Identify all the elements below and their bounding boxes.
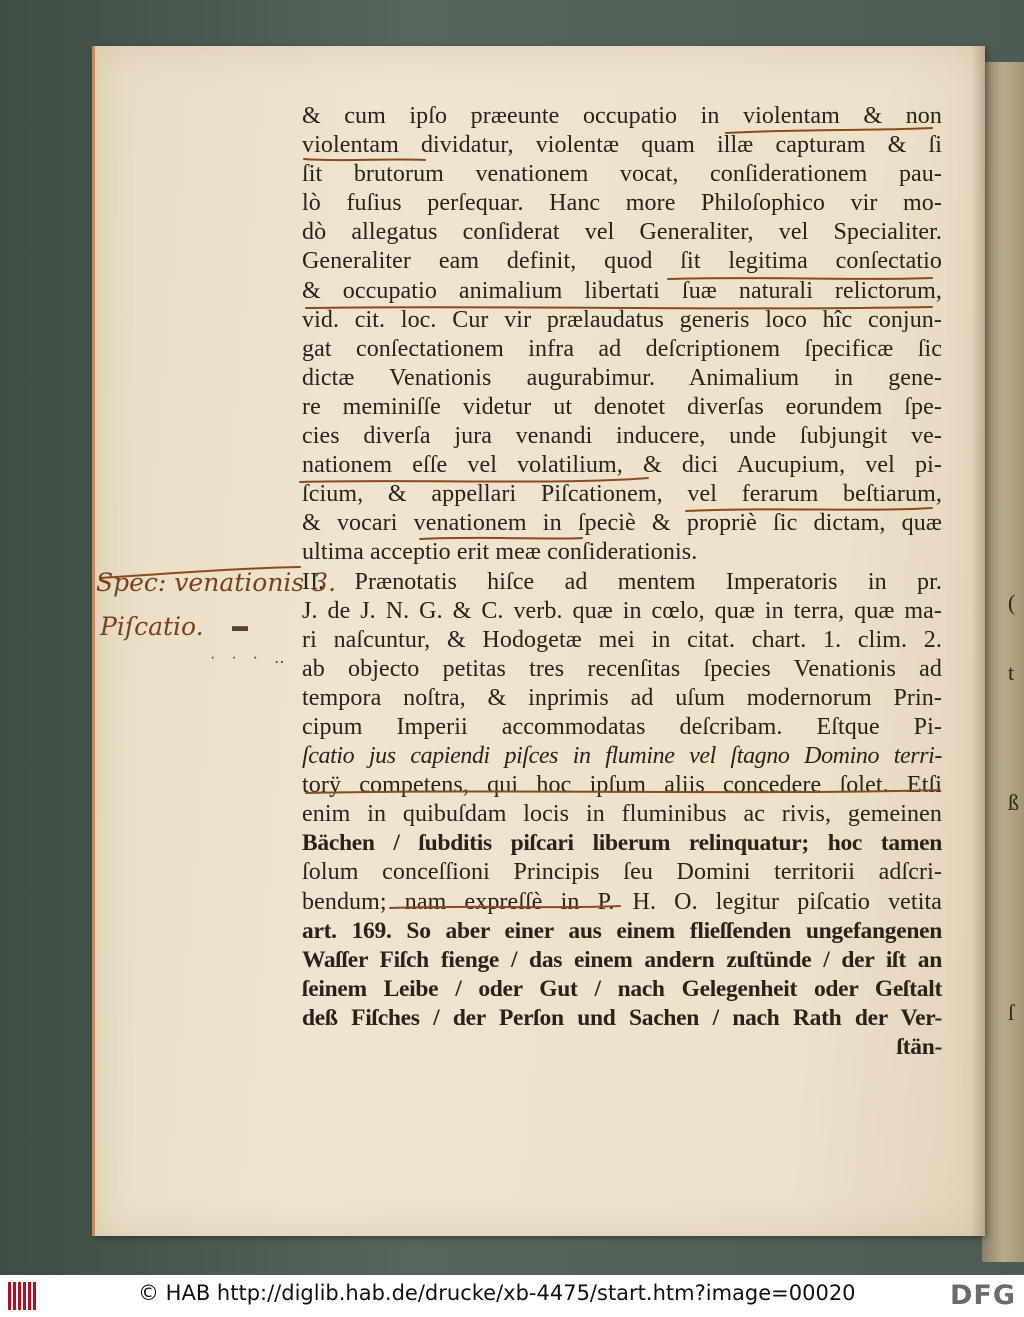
page-text [302,102,942,1062]
text-line: deß Fiſches / der Perſon und Sachen / nach Rath der Ver- [302,1004,942,1031]
text-line: & cum ipſo præeunte occupatio in violentam & non [302,103,942,129]
viewer-footer [0,1275,1024,1317]
text-line: cies diverſa jura venandi inducere, unde ſubjungit ve- [302,423,942,450]
text-line: vid. cit. loc. Cur vir prælaudatus generis loco hîc conjun- [302,306,942,333]
catchword: ſtän- [896,1034,942,1060]
text-line: ſit brutorum venationem vocat, conſiderationem pau- [302,161,942,188]
text-line: enim in quibuſdam locis in fluminibus ac rivis, gemeinen [302,801,942,828]
margin-note: Piſcatio. [100,612,204,641]
facing-page-glyph: ß [1008,790,1019,815]
ink-dash-mark: ▬ [232,618,248,635]
text-line: & vocari venationem in ſpeciè & propriè ſic dictam, quæ [302,510,942,537]
text-line: & occupatio animalium libertati ſuæ naturali relictorum, [302,277,942,304]
text-line: Bächen / ſubditis piſcari liberum relinquatur; hoc tamen [302,830,942,857]
text-line: nationem eſſe vel volatilium, & dici Aucupium, vel pi- [302,452,942,479]
text-line: dictæ Venationis augurabimur. Animalium in gene- [302,364,942,391]
facing-page-glyph: t [1008,660,1015,685]
text-line: torÿ competens, qui hoc ipſum aliis concedere ſolet. Etſi [302,772,942,799]
text-line: J. de J. N. G. & C. verb. quæ in cœlo, quæ in terra, quæ ma- [302,597,942,624]
text-line: ſeinem Leibe / oder Gut / nach Gelegenheit oder Geſtalt [302,975,942,1002]
text-line: violentam dividatur, violentæ quam illæ capturam & ſi [302,132,942,159]
text-line: cipum Imperii accommodatas deſcribam. Eſtque Pi- [302,713,942,740]
facing-page-glyph: ( [1008,590,1016,615]
hab-logo-icon [8,1282,38,1310]
text-line: art. 169. So aber einer aus einem flieſſenden ungefangenen [302,917,942,944]
text-line: ultima acceptio erit meæ conſiderationis. [302,539,698,566]
text-line: Generaliter eam definit, quod ſit legitima conſectatio [302,248,942,275]
dfg-logo: DFG [949,1280,1016,1311]
text-line: ſcatio jus capiendi piſces in flumine vel ſtagno Domino terri- [302,743,942,770]
text-line: re meminiſſe videtur ut denotet diverſas eorundem ſpe- [302,393,942,420]
text-line: dò allegatus conſiderat vel Generaliter, vel Specialiter. [302,219,942,246]
text-line: ſcium, & appellari Piſcationem, vel ferarum beſtiarum, [302,481,942,508]
text-line: lò fuſius perſequar. Hanc more Philoſophico vir mo- [302,190,942,217]
margin-note: Spec: venationis 3. [96,568,337,597]
text-line: ab objecto petitas tres recenſitas ſpecies Venationis ad [302,655,942,682]
text-line: II. Prænotatis hiſce ad mentem Imperatoris in pr. [302,568,942,595]
text-line: tempora noſtra, & inprimis ad uſum modernorum Prin- [302,684,942,711]
text-line: gat conſectationem infra ad deſcriptionem ſpecificæ ſic [302,335,942,362]
text-line: bendum; nam expreſſè in P. H. O. legitur piſcatio vetita [302,888,942,915]
facing-page-edge [982,62,1024,1262]
source-credit-link[interactable]: © HAB http://diglib.hab.de/drucke/xb-4475/start.htm?image=00020 [138,1281,856,1305]
text-line: ri naſcuntur, & Hodogetæ mei in citat. chart. 1. clim. 2. [302,626,942,653]
facing-page-glyph: ſ [1008,1000,1015,1025]
ink-dot-marks: · · · ‥ [210,650,291,667]
text-line: ſolum conceſſioni Principis ſeu Domini territorii adſcri- [302,859,942,886]
text-line: Waſſer Fiſch fienge / das einem andern zuſtünde / der iſt an [302,946,942,973]
